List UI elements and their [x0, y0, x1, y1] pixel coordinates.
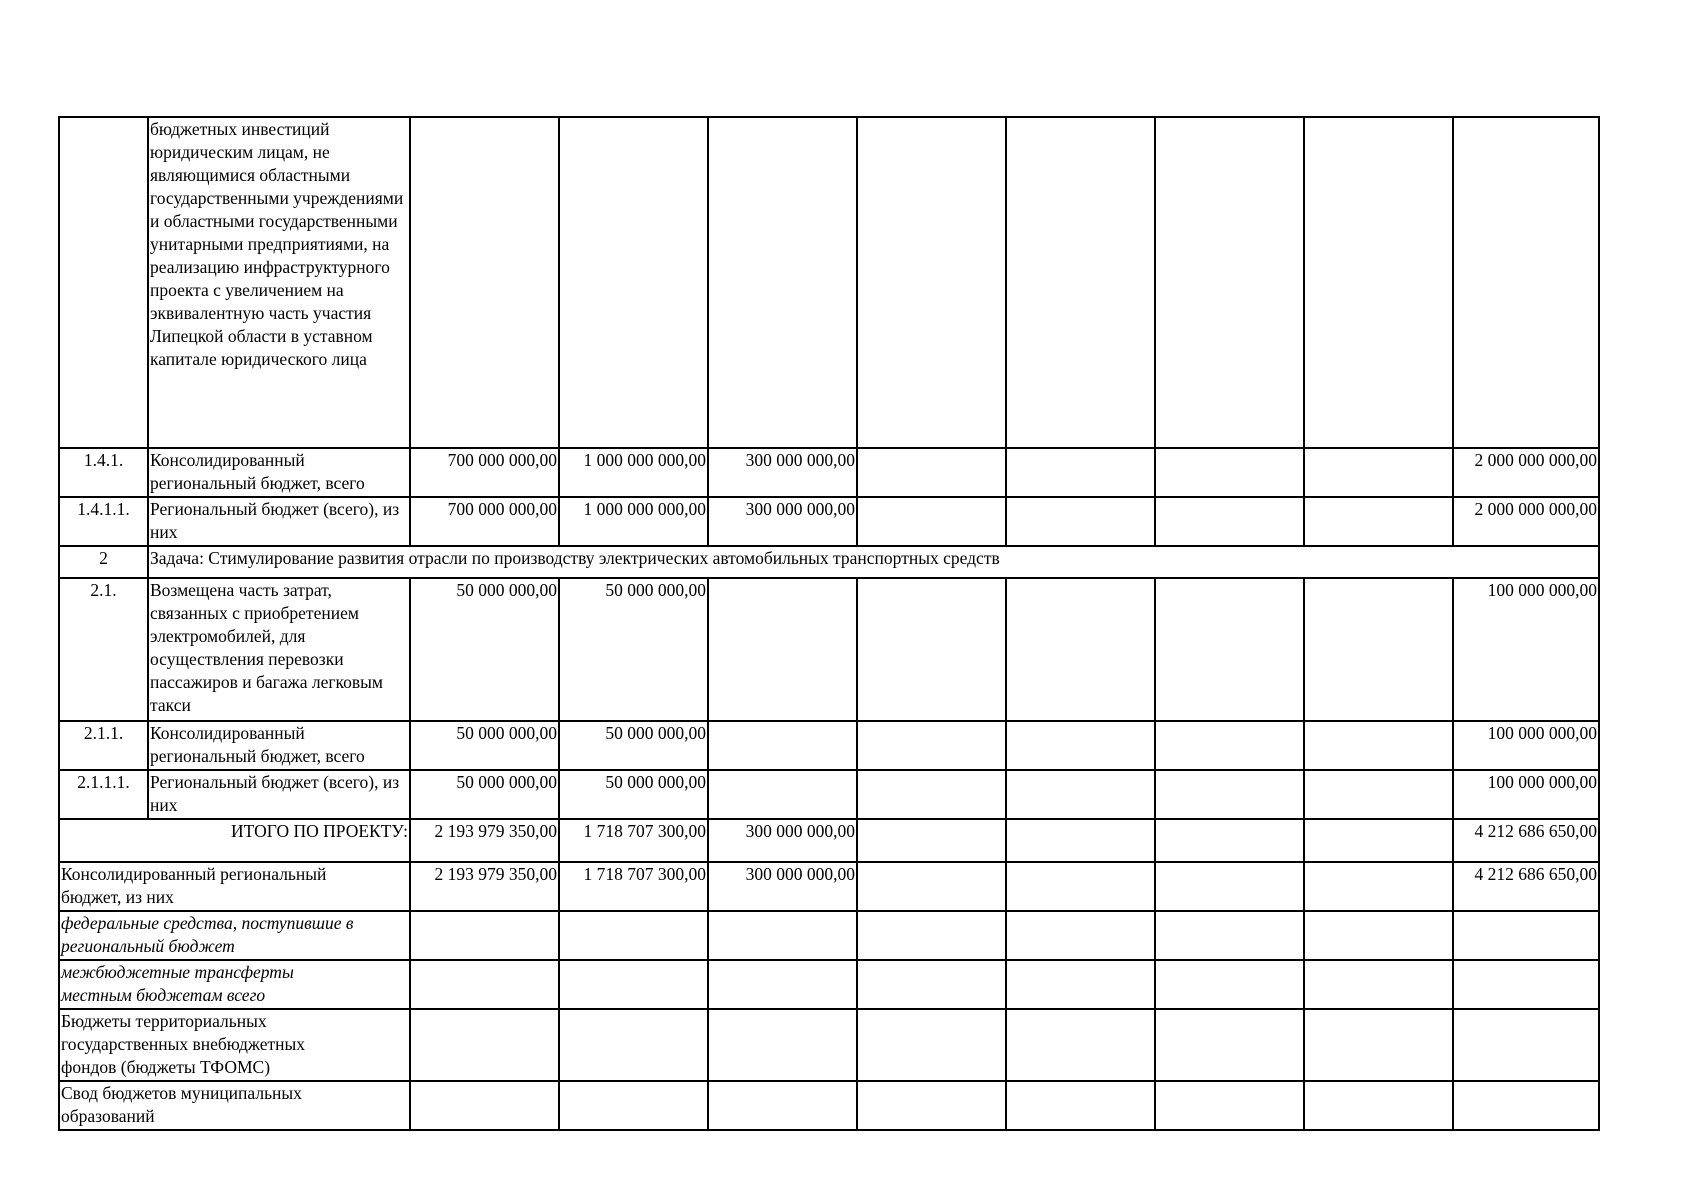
- table-row: [59, 117, 1599, 448]
- value-cell: [1304, 1081, 1453, 1130]
- value-cell: 50 000 000,00: [559, 770, 708, 819]
- value-cell: 2 193 979 350,00: [410, 862, 559, 911]
- row-label: Консолидированный региональный бюджет, всего: [148, 721, 410, 770]
- total-cell: 100 000 000,00: [1453, 578, 1599, 721]
- value-cell: [1155, 497, 1304, 546]
- value-cell: [1304, 497, 1453, 546]
- value-cell: [1304, 819, 1453, 862]
- row-number-cell: [59, 117, 148, 448]
- value-cell: [857, 497, 1006, 546]
- value-cell: [857, 911, 1006, 960]
- total-cell: [1453, 1081, 1599, 1130]
- value-cell: [708, 578, 857, 721]
- value-cell: [1155, 862, 1304, 911]
- value-cell: 1 718 707 300,00: [559, 862, 708, 911]
- value-cell: [1155, 448, 1304, 497]
- value-cell: [1155, 117, 1304, 448]
- value-cell: [1006, 819, 1155, 862]
- value-cell: [857, 819, 1006, 862]
- total-cell: [1453, 1009, 1599, 1081]
- value-cell: [1006, 497, 1155, 546]
- value-cell: [559, 1009, 708, 1081]
- total-cell: 100 000 000,00: [1453, 770, 1599, 819]
- value-cell: [1006, 117, 1155, 448]
- value-cell: [1304, 721, 1453, 770]
- table-row: [59, 960, 1599, 1009]
- task-label: Задача: Стимулирование развития отрасли по производству электрических автомобильных транспортных средств: [148, 546, 1599, 578]
- value-cell: [857, 1081, 1006, 1130]
- table-row: [59, 721, 1599, 770]
- value-cell: [1304, 960, 1453, 1009]
- value-cell: [1155, 1009, 1304, 1081]
- value-cell: [708, 117, 857, 448]
- total-cell: [1453, 911, 1599, 960]
- value-cell: 50 000 000,00: [410, 721, 559, 770]
- value-cell: [708, 721, 857, 770]
- row-label: Бюджеты территориальных государственных внебюджетных фондов (бюджеты ТФОМС): [59, 1009, 410, 1081]
- value-cell: 300 000 000,00: [708, 448, 857, 497]
- value-cell: [1155, 770, 1304, 819]
- value-cell: [1155, 819, 1304, 862]
- total-cell: 2 000 000 000,00: [1453, 448, 1599, 497]
- row-label: Консолидированный региональный бюджет, всего: [148, 448, 410, 497]
- table-row: [59, 770, 1599, 819]
- value-cell: [1304, 770, 1453, 819]
- value-cell: [857, 960, 1006, 1009]
- value-cell: [857, 721, 1006, 770]
- table-row: [59, 862, 1599, 911]
- value-cell: [410, 1081, 559, 1130]
- value-cell: [857, 770, 1006, 819]
- row-number: 1.4.1.1.: [59, 497, 148, 546]
- row-label: Региональный бюджет (всего), из них: [148, 770, 410, 819]
- project-total-row: [59, 819, 1599, 862]
- row-number: 2.1.: [59, 578, 148, 721]
- value-cell: 700 000 000,00: [410, 448, 559, 497]
- value-cell: [1006, 448, 1155, 497]
- total-cell: 2 000 000 000,00: [1453, 497, 1599, 546]
- table-row: [59, 1009, 1599, 1081]
- row-label: Региональный бюджет (всего), из них: [148, 497, 410, 546]
- table-row: [59, 497, 1599, 546]
- value-cell: 2 193 979 350,00: [410, 819, 559, 862]
- value-cell: [1304, 117, 1453, 448]
- table-row: [59, 448, 1599, 497]
- row-number: 2: [59, 546, 148, 578]
- value-cell: [857, 448, 1006, 497]
- row-label: Консолидированный региональный бюджет, из них: [59, 862, 410, 911]
- value-cell: [559, 911, 708, 960]
- value-cell: [1304, 911, 1453, 960]
- value-cell: 1 718 707 300,00: [559, 819, 708, 862]
- value-cell: [857, 117, 1006, 448]
- row-label: федеральные средства, поступившие в региональный бюджет: [59, 911, 410, 960]
- value-cell: [1155, 721, 1304, 770]
- total-cell: [1453, 960, 1599, 1009]
- value-cell: [410, 911, 559, 960]
- value-cell: [1304, 578, 1453, 721]
- table-row: [59, 578, 1599, 721]
- total-cell: 100 000 000,00: [1453, 721, 1599, 770]
- value-cell: 300 000 000,00: [708, 819, 857, 862]
- value-cell: [1304, 448, 1453, 497]
- value-cell: 50 000 000,00: [559, 721, 708, 770]
- row-number: 2.1.1.: [59, 721, 148, 770]
- table-row: [59, 1081, 1599, 1130]
- budget-table: [58, 116, 1600, 1131]
- row-number: 1.4.1.: [59, 448, 148, 497]
- row-label: Свод бюджетов муниципальных образований: [59, 1081, 410, 1130]
- value-cell: [708, 911, 857, 960]
- value-cell: [708, 770, 857, 819]
- value-cell: [1155, 911, 1304, 960]
- value-cell: 300 000 000,00: [708, 862, 857, 911]
- value-cell: [1304, 862, 1453, 911]
- value-cell: [1006, 1081, 1155, 1130]
- value-cell: 1 000 000 000,00: [559, 448, 708, 497]
- task-row: [59, 546, 1599, 578]
- value-cell: [1155, 960, 1304, 1009]
- value-cell: [410, 117, 559, 448]
- value-cell: [1006, 911, 1155, 960]
- value-cell: 50 000 000,00: [410, 578, 559, 721]
- value-cell: 50 000 000,00: [410, 770, 559, 819]
- total-cell: [1453, 117, 1599, 448]
- row-number: 2.1.1.1.: [59, 770, 148, 819]
- value-cell: [559, 960, 708, 1009]
- table-row: [59, 911, 1599, 960]
- row-label: бюджетных инвестиций юридическим лицам, не являющимися областными государственными учреждениями и областными государственными унитарными предприятиями, на реализацию инфраструктурного проекта с увеличением на эквивалентную часть участия Липецкой области в уставном капитале юридического лица: [148, 117, 410, 448]
- value-cell: [1304, 1009, 1453, 1081]
- value-cell: 300 000 000,00: [708, 497, 857, 546]
- value-cell: [1006, 960, 1155, 1009]
- value-cell: [857, 578, 1006, 721]
- value-cell: [708, 960, 857, 1009]
- value-cell: [708, 1081, 857, 1130]
- value-cell: [1006, 578, 1155, 721]
- value-cell: [857, 1009, 1006, 1081]
- total-cell: 4 212 686 650,00: [1453, 862, 1599, 911]
- value-cell: [1006, 770, 1155, 819]
- value-cell: [410, 1009, 559, 1081]
- value-cell: [1006, 862, 1155, 911]
- total-cell: 4 212 686 650,00: [1453, 819, 1599, 862]
- value-cell: [559, 1081, 708, 1130]
- value-cell: [708, 1009, 857, 1081]
- value-cell: 1 000 000 000,00: [559, 497, 708, 546]
- value-cell: [1155, 1081, 1304, 1130]
- value-cell: 700 000 000,00: [410, 497, 559, 546]
- value-cell: [857, 862, 1006, 911]
- row-label: межбюджетные трансферты местным бюджетам всего: [59, 960, 410, 1009]
- value-cell: [1006, 1009, 1155, 1081]
- value-cell: [1155, 578, 1304, 721]
- value-cell: [559, 117, 708, 448]
- project-total-label: ИТОГО ПО ПРОЕКТУ:: [59, 819, 410, 862]
- value-cell: [1006, 721, 1155, 770]
- value-cell: 50 000 000,00: [559, 578, 708, 721]
- row-label: Возмещена часть затрат, связанных с приобретением электромобилей, для осуществления перевозки пассажиров и багажа легковым такси: [148, 578, 410, 721]
- value-cell: [410, 960, 559, 1009]
